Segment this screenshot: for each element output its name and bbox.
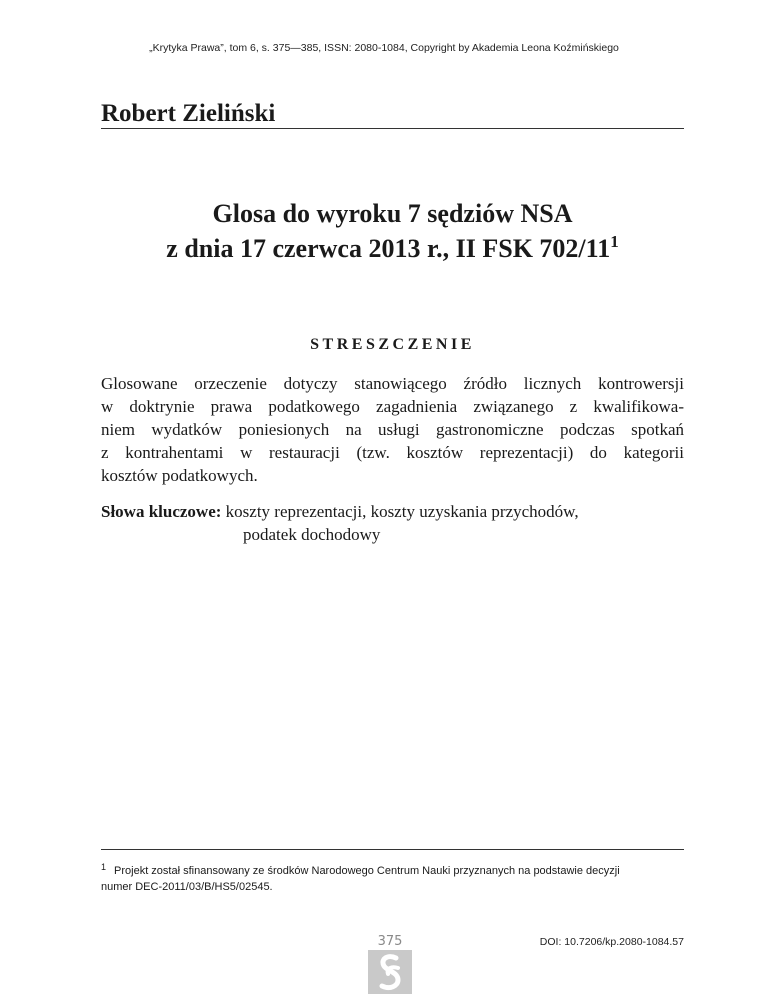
article-title [101, 196, 684, 266]
abstract-line: z kontrahentami w restauracji (tzw. kosztów reprezentacji) do kategorii [101, 443, 684, 462]
abstract-heading: STRESZCZENIE [310, 336, 475, 353]
title-line-2: z dnia 17 czerwca 2013 r., II FSK 702/11 [166, 234, 611, 263]
keywords [101, 500, 684, 546]
author-divider [101, 128, 684, 129]
footnote-line-2: numer DEC-2011/03/B/HS5/02545. [101, 881, 273, 893]
abstract-line: Glosowane orzeczenie dotyczy stanowiącego źródło licznych kontrowersji [101, 374, 684, 393]
keywords-label: Słowa kluczowe: [101, 502, 222, 521]
footnote-mark: 1 [101, 862, 107, 872]
publisher-logo-icon [368, 950, 412, 994]
abstract-line: niem wydatków poniesionych na usługi gastronomiczne podczas spotkań [101, 420, 684, 439]
keywords-line-2: podatek dochodowy [243, 525, 381, 544]
doi-link[interactable]: DOI: 10.7206/kp.2080-1084.57 [539, 936, 684, 948]
abstract-body [101, 372, 684, 487]
footnote-divider [101, 849, 684, 850]
page-number: 375 [377, 934, 403, 949]
keywords-line-1: koszty reprezentacji, koszty uzyskania przychodów, [225, 502, 579, 521]
running-header: „Krytyka Prawa”, tom 6, s. 375—385, ISSN: 2080-1084, Copyright by Akademia Leona Koźmińskiego [149, 42, 619, 54]
title-footnote-mark[interactable]: 1 [610, 232, 619, 251]
abstract-line: kosztów podatkowych. [101, 466, 258, 485]
author-name: Robert Zieliński [101, 100, 276, 127]
footnote [101, 859, 684, 895]
abstract-line: w doktrynie prawa podatkowego zagadnienia związanego z kwalifikowa- [101, 397, 684, 416]
title-line-1: Glosa do wyroku 7 sędziów NSA [212, 199, 573, 228]
section-sign-icon [368, 950, 412, 994]
footnote-line-1: Projekt został sfinansowany ze środków Narodowego Centrum Nauki przyznanych na podstawie decyzji [114, 865, 620, 877]
